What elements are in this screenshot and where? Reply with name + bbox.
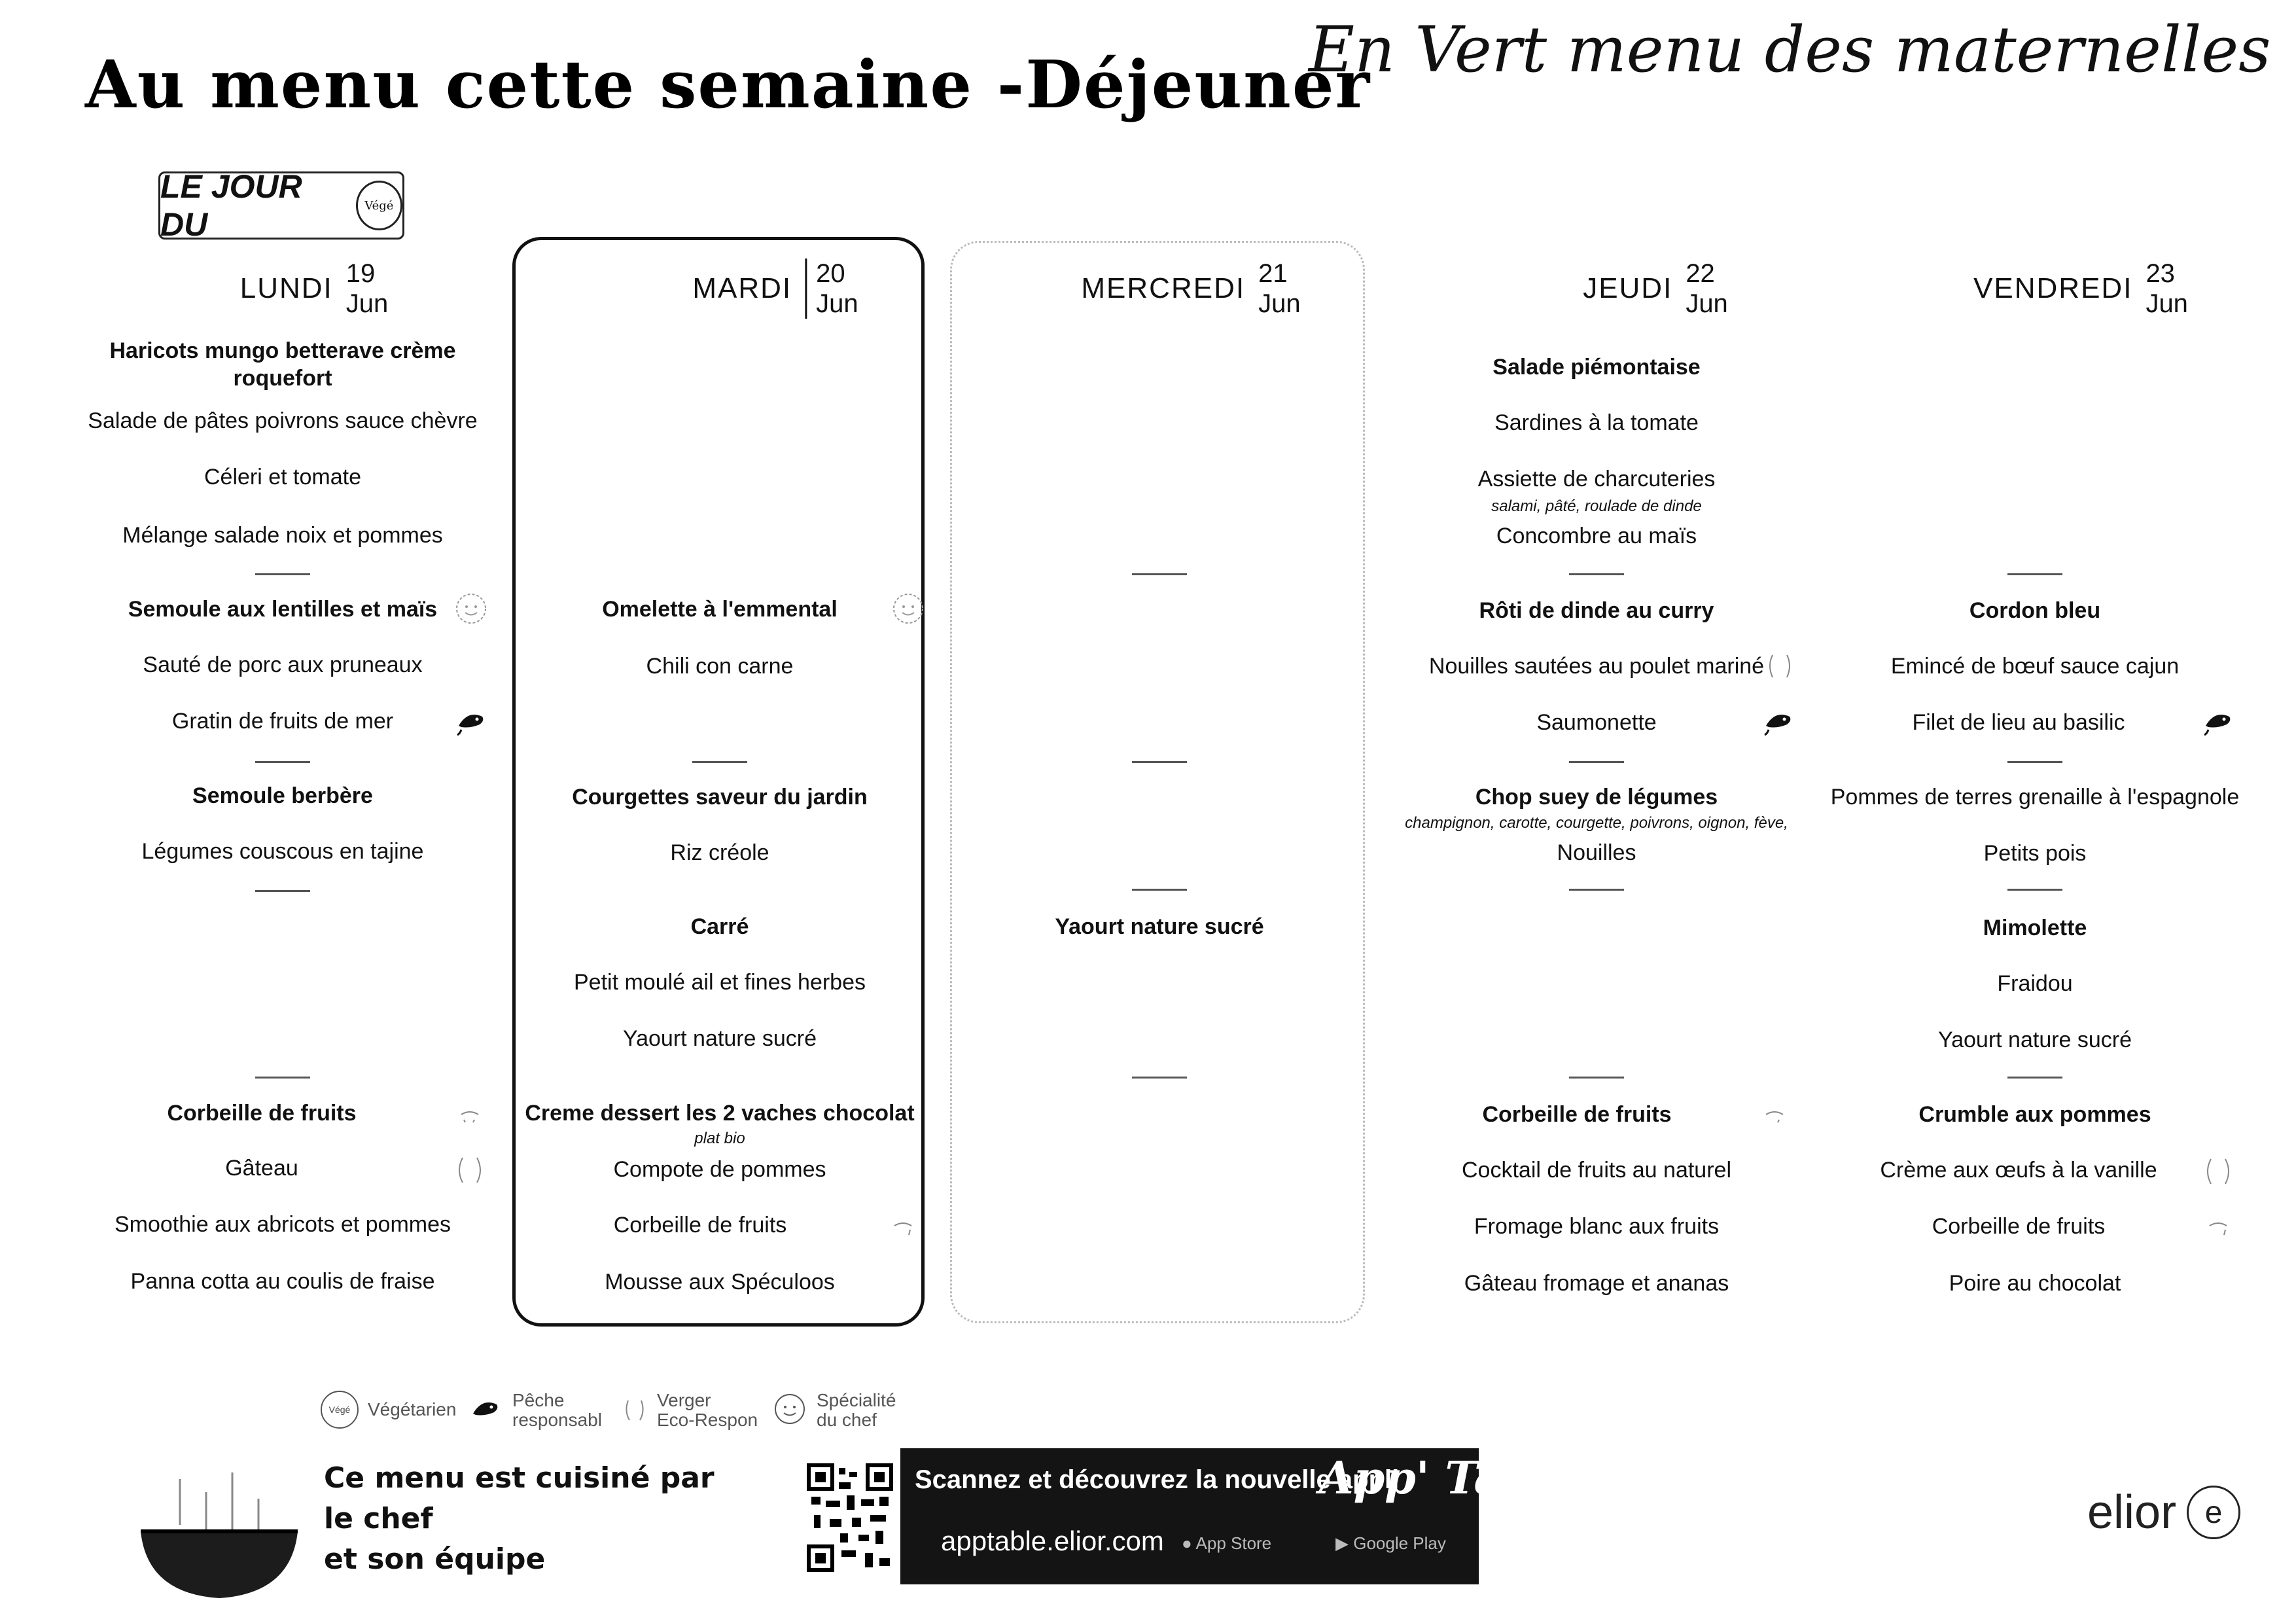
google-play-link[interactable]: ▶ Google Play [1335,1533,1446,1553]
menu-item: Emincé de bœuf sauce cajun [1890,654,2180,679]
day-name: VENDREDI [1973,272,2133,304]
menu-item-note: plat bio [694,1130,745,1147]
legend-verger [622,1391,758,1430]
separator [1569,761,1624,763]
day-name: MERCREDI [1081,272,1246,304]
apple-icon [622,1391,648,1430]
menu-item: Saumonette [1536,710,1657,735]
menu-item: Légumes couscous en tajine [141,839,424,864]
fish-icon [2200,704,2236,739]
handwritten-note: En Vert menu des maternelles [1309,13,2271,86]
menu-item: Filet de lieu au basilic [1912,710,2125,735]
menu-item: Assiette de charcuteries [1477,467,1716,491]
menu-item: Sauté de porc aux pruneaux [143,652,423,677]
menu-item: Omelette à l'emmental [602,597,838,622]
separator [255,761,310,763]
separator [255,890,310,892]
separator [692,761,747,763]
vege-icon: Végé [321,1391,359,1429]
menu-item: Salade de pâtes poivrons sauce chèvre [88,408,478,433]
separator [1132,761,1187,763]
menu-item: Semoule aux lentilles et maïs [128,597,438,622]
menu-item: Concombre au maïs [1496,524,1697,548]
app-table-banner[interactable] [900,1448,1580,1584]
day-header-vendredi [1973,259,2188,319]
day-date: 22 Jun [1686,259,1728,318]
menu-item: Petit moulé ail et fines herbes [573,970,866,995]
menu-item: Crème aux œufs à la vanille [1880,1158,2157,1183]
day-date: 23 Jun [2146,259,2188,318]
apple-icon [2200,1213,2236,1248]
legend-label: Pêche responsabl [512,1390,602,1430]
fish-icon [1761,704,1796,739]
menu-item: Cordon bleu [1969,598,2101,623]
menu-item: Panna cotta au coulis de fraise [130,1269,435,1294]
menu-item: Yaourt nature sucré [1055,914,1264,939]
menu-item-note: salami, pâté, roulade de dinde [1491,497,1702,515]
separator [1569,573,1624,575]
menu-item: Yaourt nature sucré [622,1026,817,1051]
separator [1132,1077,1187,1079]
menu-item: Cocktail de fruits au naturel [1462,1158,1731,1183]
separator [255,573,310,575]
page-title: Au menu cette semaine -Déjeuner [85,46,1371,123]
separator [2007,1077,2062,1079]
apple-icon [452,1152,487,1188]
elior-icon: e [2187,1486,2240,1539]
fish-icon [468,1391,503,1430]
separator [255,1077,310,1079]
menu-item: Nouilles sautées au poulet mariné [1428,654,1765,679]
chef-icon [772,1391,807,1430]
menu-item: Petits pois [1983,841,2087,866]
menu-item: Nouilles [1557,840,1636,865]
menu-item: Rôti de dinde au curry [1479,598,1714,623]
app-store-link[interactable]: ● App Store [1182,1533,1272,1553]
fish-icon [453,704,489,739]
day-header-mercredi [1081,259,1300,319]
menu-item: Corbeille de fruits [613,1213,787,1238]
day-name: LUNDI [239,272,333,304]
qr-code[interactable] [806,1463,894,1573]
menu-item: Salade piémontaise [1492,355,1701,380]
chef-icon [891,591,926,626]
apple-icon [2200,1154,2236,1189]
menu-item: Céleri et tomate [204,465,361,490]
menu-item: Riz créole [670,840,769,865]
chef-logo [134,1453,304,1603]
menu-item: Chop suey de légumes [1475,785,1718,810]
app-brand: App' Table [1319,1452,1580,1505]
menu-item: Mélange salade noix et pommes [122,523,443,548]
menu-item: Creme dessert les 2 vaches chocolat [525,1101,915,1126]
apple-icon [452,1103,487,1138]
apple-logo-icon: ● [1182,1533,1192,1553]
menu-item: Corbeille de fruits [1482,1102,1672,1127]
separator [1569,889,1624,891]
apple-icon [885,1213,921,1248]
menu-item: Corbeille de fruits [1932,1214,2106,1239]
menu-item: Poire au chocolat [1949,1271,2121,1296]
day-date: 20 Jun [805,259,858,319]
menu-item: Yaourt nature sucré [1937,1027,2132,1052]
legend-peche [468,1391,602,1430]
menu-item: Mousse aux Spéculoos [605,1270,835,1294]
menu-item: Gratin de fruits de mer [171,709,394,734]
separator [2007,889,2062,891]
menu-item: Corbeille de fruits [167,1101,357,1126]
menu-item: Fraidou [1997,971,2073,996]
day-date: 19 Jun [345,259,389,318]
menu-item: Chili con carne [646,654,794,679]
apple-icon [1762,649,1797,684]
apple-icon [1757,1103,1792,1138]
separator [2007,761,2062,763]
separator [1132,573,1187,575]
menu-item: Crumble aux pommes [1918,1102,2151,1127]
app-url-link[interactable]: apptable.elior.com [941,1525,1164,1556]
menu-item: Sardines à la tomate [1494,410,1699,435]
menu-item-note: champignon, carotte, courgette, poivrons, oignon, fève, [1405,814,1788,832]
day-date: 21 Jun [1258,259,1301,318]
banner-text: Scannez et découvrez la nouvelle appli [915,1465,1400,1494]
brand-name: elior [2087,1486,2177,1539]
legend-label: Verger Eco-Respon [657,1390,758,1430]
legend-specialite [772,1391,896,1430]
menu-item: Smoothie aux abricots et pommes [114,1212,451,1237]
separator [1569,1077,1624,1079]
day-header-lundi [240,259,389,319]
menu-item: Haricots mungo betterave crème roquefort [109,338,456,391]
menu-item: Courgettes saveur du jardin [572,785,868,810]
menu-item: Carré [690,914,749,939]
google-play-icon: ▶ [1335,1533,1349,1553]
day-name: JEUDI [1583,272,1673,304]
mercredi-frame [950,241,1365,1323]
day-header-mardi [692,259,858,319]
menu-item: Compote de pommes [613,1157,826,1182]
menu-item: Fromage blanc aux fruits [1474,1214,1720,1239]
legend-label: Spécialité du chef [817,1390,896,1430]
separator [2007,573,2062,575]
day-name: MARDI [692,272,792,304]
chef-text: Ce menu est cuisiné par le chef et son équipe [324,1461,715,1576]
separator [1132,889,1187,891]
legend-label: Végétarien [368,1399,457,1419]
badge-text: LE JOUR DU [160,168,302,243]
menu-item: Gâteau [225,1156,298,1181]
legend-vegetarien [321,1391,456,1429]
menu-item: Gâteau fromage et ananas [1464,1271,1729,1296]
elior-logo [2087,1486,2240,1539]
vege-icon: Végé [356,181,402,230]
chef-icon [453,591,489,626]
day-header-jeudi [1583,259,1728,319]
menu-item: Pommes de terres grenaille à l'espagnole [1830,785,2240,810]
menu-item: Mimolette [1983,916,2087,940]
jour-du-vege-badge [158,168,404,243]
menu-item: Semoule berbère [192,783,373,808]
